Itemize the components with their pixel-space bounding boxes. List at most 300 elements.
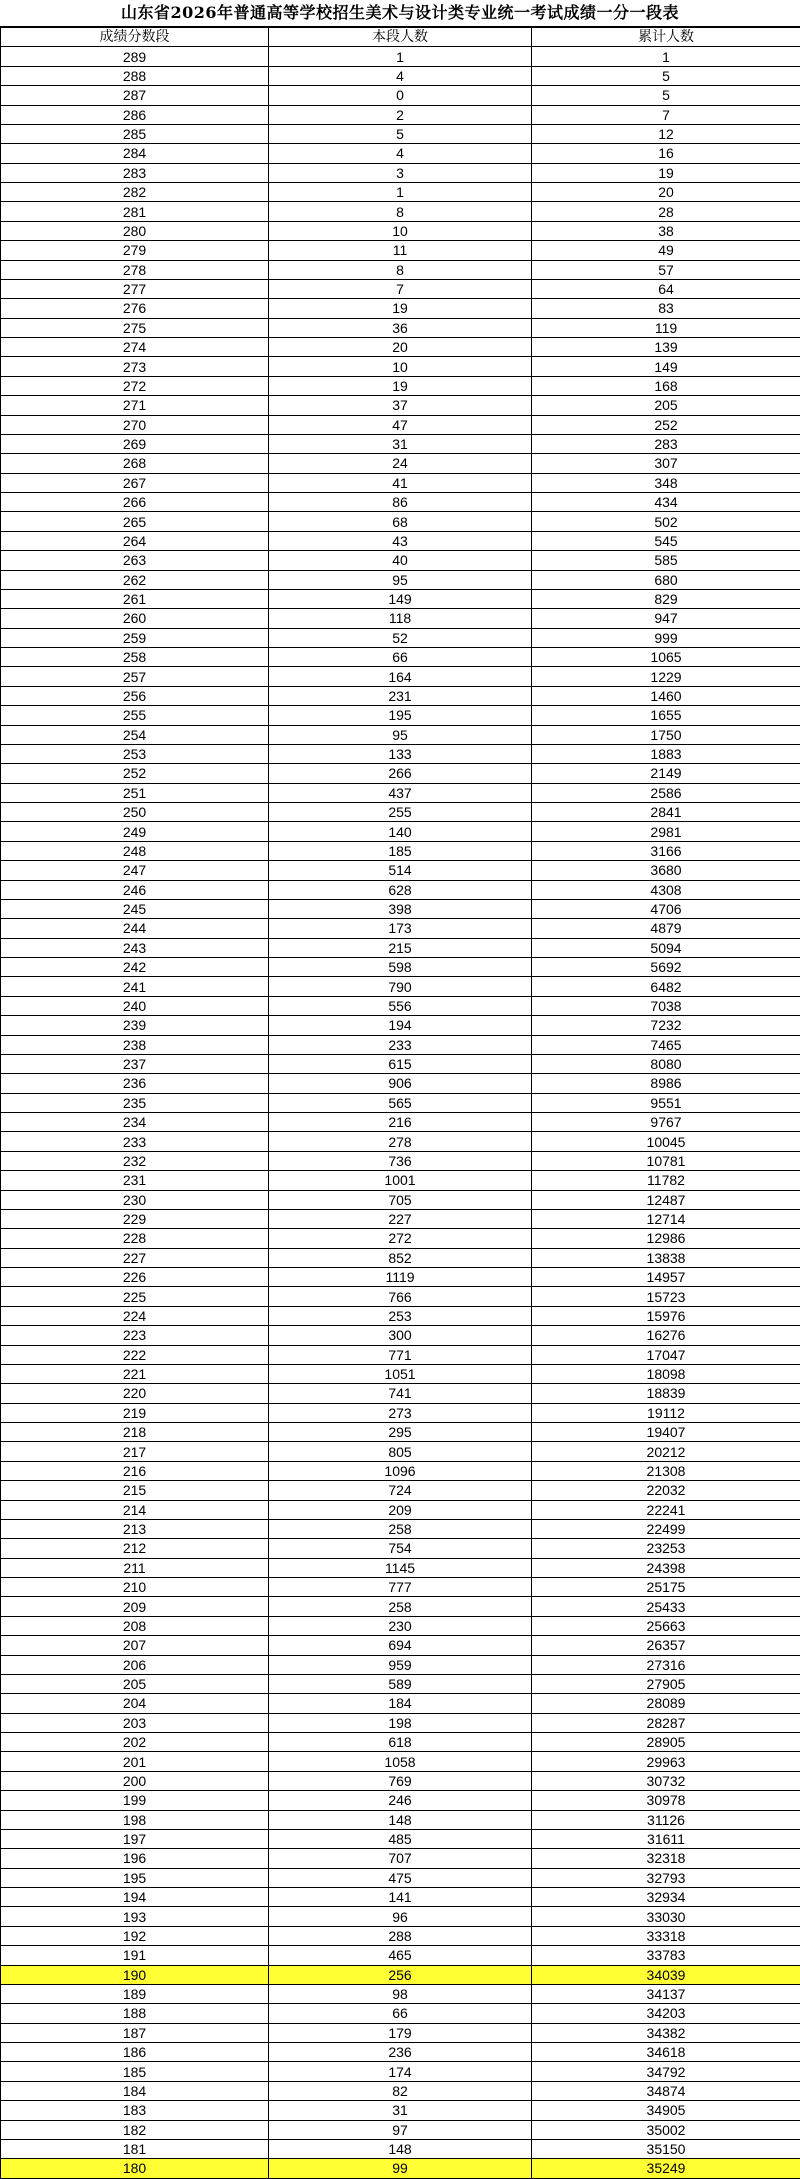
cumulative-count-cell: 149 — [532, 357, 800, 376]
score-cell: 263 — [1, 551, 269, 570]
band-count-cell: 215 — [269, 938, 532, 957]
table-row — [1, 124, 800, 143]
score-cell: 225 — [1, 1287, 269, 1306]
score-cell: 202 — [1, 1733, 269, 1752]
score-cell: 262 — [1, 570, 269, 589]
table-row — [1, 1655, 800, 1674]
band-count-cell: 273 — [269, 1403, 532, 1422]
cumulative-count-cell: 49 — [532, 241, 800, 260]
cumulative-count-cell: 33783 — [532, 1946, 800, 1965]
band-count-cell: 66 — [269, 2004, 532, 2023]
table-row — [1, 919, 800, 938]
cumulative-count-cell: 34618 — [532, 2043, 800, 2062]
band-count-cell: 7 — [269, 279, 532, 298]
band-count-cell: 36 — [269, 318, 532, 337]
cumulative-count-cell: 4308 — [532, 880, 800, 899]
cumulative-count-cell: 4706 — [532, 899, 800, 918]
table-row — [1, 338, 800, 357]
score-cell: 193 — [1, 1907, 269, 1926]
table-row — [1, 1171, 800, 1190]
table-row — [1, 1771, 800, 1790]
table-row — [1, 299, 800, 318]
cumulative-count-cell: 1655 — [532, 706, 800, 725]
cumulative-count-cell: 5692 — [532, 958, 800, 977]
cumulative-count-cell: 21308 — [532, 1461, 800, 1480]
band-count-cell: 179 — [269, 2023, 532, 2042]
table-row — [1, 1733, 800, 1752]
band-count-cell: 198 — [269, 1713, 532, 1732]
cumulative-count-cell: 5 — [532, 66, 800, 85]
table-row — [1, 1481, 800, 1500]
band-count-cell: 266 — [269, 764, 532, 783]
band-count-cell: 437 — [269, 783, 532, 802]
cumulative-count-cell: 30978 — [532, 1791, 800, 1810]
table-row — [1, 1287, 800, 1306]
band-count-cell: 216 — [269, 1113, 532, 1132]
score-cell: 274 — [1, 338, 269, 357]
score-cell: 194 — [1, 1888, 269, 1907]
cumulative-count-cell: 34905 — [532, 2101, 800, 2120]
table-row — [1, 2023, 800, 2042]
table-row — [1, 725, 800, 744]
cumulative-count-cell: 3680 — [532, 861, 800, 880]
cumulative-count-cell: 434 — [532, 493, 800, 512]
cumulative-count-cell: 1229 — [532, 667, 800, 686]
band-count-cell: 485 — [269, 1829, 532, 1848]
table-row — [1, 977, 800, 996]
score-cell: 235 — [1, 1093, 269, 1112]
cumulative-count-cell: 31126 — [532, 1810, 800, 1829]
score-cell: 281 — [1, 202, 269, 221]
score-cell: 196 — [1, 1849, 269, 1868]
score-cell: 234 — [1, 1113, 269, 1132]
score-cell: 232 — [1, 1151, 269, 1170]
score-cell: 287 — [1, 86, 269, 105]
score-cell: 187 — [1, 2023, 269, 2042]
band-count-cell: 24 — [269, 454, 532, 473]
table-row — [1, 1636, 800, 1655]
score-cell: 190 — [1, 1965, 269, 1984]
score-cell: 203 — [1, 1713, 269, 1732]
cumulative-count-cell: 32934 — [532, 1888, 800, 1907]
table-row — [1, 686, 800, 705]
score-cell: 289 — [1, 47, 269, 66]
table-row — [1, 803, 800, 822]
band-count-cell: 272 — [269, 1229, 532, 1248]
table-row — [1, 958, 800, 977]
page-title: 山东省2026年普通高等学校招生美术与设计类专业统一考试成绩一分一段表 — [0, 0, 800, 27]
band-count-cell: 99 — [269, 2159, 532, 2178]
cumulative-count-cell: 20212 — [532, 1442, 800, 1461]
score-cell: 255 — [1, 706, 269, 725]
table-row — [1, 1248, 800, 1267]
cumulative-count-cell: 12986 — [532, 1229, 800, 1248]
score-cell: 252 — [1, 764, 269, 783]
band-count-cell: 256 — [269, 1965, 532, 1984]
table-row — [1, 744, 800, 763]
score-cell: 222 — [1, 1345, 269, 1364]
cumulative-count-cell: 18839 — [532, 1384, 800, 1403]
score-table — [0, 27, 800, 2179]
table-row — [1, 1868, 800, 1887]
score-cell: 248 — [1, 841, 269, 860]
band-count-cell: 95 — [269, 725, 532, 744]
cumulative-count-cell: 168 — [532, 376, 800, 395]
cumulative-count-cell: 22241 — [532, 1500, 800, 1519]
table-row — [1, 1093, 800, 1112]
table-row — [1, 1810, 800, 1829]
cumulative-count-cell: 1750 — [532, 725, 800, 744]
band-count-cell: 805 — [269, 1442, 532, 1461]
cumulative-count-cell: 35150 — [532, 2139, 800, 2158]
band-count-cell: 754 — [269, 1539, 532, 1558]
score-cell: 214 — [1, 1500, 269, 1519]
score-cell: 243 — [1, 938, 269, 957]
band-count-cell: 771 — [269, 1345, 532, 1364]
table-row — [1, 1984, 800, 2003]
score-cell: 271 — [1, 396, 269, 415]
header-cumulative-count: 累计人数 — [532, 28, 800, 47]
table-row — [1, 1016, 800, 1035]
table-row — [1, 183, 800, 202]
score-cell: 265 — [1, 512, 269, 531]
score-cell: 199 — [1, 1791, 269, 1810]
cumulative-count-cell: 14957 — [532, 1268, 800, 1287]
cumulative-count-cell: 33318 — [532, 1926, 800, 1945]
cumulative-count-cell: 119 — [532, 318, 800, 337]
cumulative-count-cell: 13838 — [532, 1248, 800, 1267]
score-cell: 205 — [1, 1674, 269, 1693]
score-cell: 209 — [1, 1597, 269, 1616]
table-row — [1, 1268, 800, 1287]
band-count-cell: 52 — [269, 628, 532, 647]
table-row — [1, 996, 800, 1015]
band-count-cell: 766 — [269, 1287, 532, 1306]
band-count-cell: 3 — [269, 163, 532, 182]
table-row — [1, 473, 800, 492]
cumulative-count-cell: 22499 — [532, 1519, 800, 1538]
table-row — [1, 434, 800, 453]
table-row — [1, 1616, 800, 1635]
table-row — [1, 260, 800, 279]
band-count-cell: 4 — [269, 144, 532, 163]
table-row — [1, 1829, 800, 1848]
score-cell: 257 — [1, 667, 269, 686]
score-cell: 219 — [1, 1403, 269, 1422]
cumulative-count-cell: 16276 — [532, 1326, 800, 1345]
cumulative-count-cell: 34039 — [532, 1965, 800, 1984]
cumulative-count-cell: 25663 — [532, 1616, 800, 1635]
table-row — [1, 1190, 800, 1209]
table-row — [1, 241, 800, 260]
cumulative-count-cell: 32318 — [532, 1849, 800, 1868]
table-row — [1, 202, 800, 221]
table-row — [1, 531, 800, 550]
cumulative-count-cell: 19112 — [532, 1403, 800, 1422]
band-count-cell: 246 — [269, 1791, 532, 1810]
score-cell: 195 — [1, 1868, 269, 1887]
score-cell: 286 — [1, 105, 269, 124]
score-cell: 210 — [1, 1578, 269, 1597]
cumulative-count-cell: 1460 — [532, 686, 800, 705]
cumulative-count-cell: 22032 — [532, 1481, 800, 1500]
band-count-cell: 185 — [269, 841, 532, 860]
score-cell: 264 — [1, 531, 269, 550]
band-count-cell: 959 — [269, 1655, 532, 1674]
cumulative-count-cell: 9767 — [532, 1113, 800, 1132]
table-row — [1, 2120, 800, 2139]
score-cell: 191 — [1, 1946, 269, 1965]
score-cell: 283 — [1, 163, 269, 182]
band-count-cell: 258 — [269, 1597, 532, 1616]
table-row — [1, 512, 800, 531]
cumulative-count-cell: 32793 — [532, 1868, 800, 1887]
table-row — [1, 2062, 800, 2081]
cumulative-count-cell: 2149 — [532, 764, 800, 783]
score-cell: 233 — [1, 1132, 269, 1151]
score-cell: 223 — [1, 1326, 269, 1345]
band-count-cell: 8 — [269, 202, 532, 221]
score-cell: 249 — [1, 822, 269, 841]
band-count-cell: 184 — [269, 1694, 532, 1713]
cumulative-count-cell: 2981 — [532, 822, 800, 841]
score-cell: 256 — [1, 686, 269, 705]
score-cell: 282 — [1, 183, 269, 202]
table-row — [1, 1849, 800, 1868]
score-cell: 226 — [1, 1268, 269, 1287]
score-cell: 204 — [1, 1694, 269, 1713]
table-row — [1, 1345, 800, 1364]
cumulative-count-cell: 10045 — [532, 1132, 800, 1151]
band-count-cell: 724 — [269, 1481, 532, 1500]
table-row — [1, 2043, 800, 2062]
score-cell: 240 — [1, 996, 269, 1015]
cumulative-count-cell: 18098 — [532, 1364, 800, 1383]
band-count-cell: 82 — [269, 2081, 532, 2100]
band-count-cell: 11 — [269, 241, 532, 260]
band-count-cell: 598 — [269, 958, 532, 977]
band-count-cell: 97 — [269, 2120, 532, 2139]
table-row — [1, 221, 800, 240]
band-count-cell: 694 — [269, 1636, 532, 1655]
cumulative-count-cell: 11782 — [532, 1171, 800, 1190]
cumulative-count-cell: 7232 — [532, 1016, 800, 1035]
score-cell: 260 — [1, 609, 269, 628]
score-cell: 198 — [1, 1810, 269, 1829]
score-cell: 206 — [1, 1655, 269, 1674]
score-cell: 217 — [1, 1442, 269, 1461]
cumulative-count-cell: 2841 — [532, 803, 800, 822]
band-count-cell: 174 — [269, 2062, 532, 2081]
table-row — [1, 1926, 800, 1945]
band-count-cell: 140 — [269, 822, 532, 841]
score-cell: 215 — [1, 1481, 269, 1500]
score-cell: 280 — [1, 221, 269, 240]
band-count-cell: 1 — [269, 47, 532, 66]
band-count-cell: 398 — [269, 899, 532, 918]
score-cell: 213 — [1, 1519, 269, 1538]
cumulative-count-cell: 307 — [532, 454, 800, 473]
table-row — [1, 1229, 800, 1248]
band-count-cell: 615 — [269, 1054, 532, 1073]
cumulative-count-cell: 23253 — [532, 1539, 800, 1558]
table-row — [1, 1946, 800, 1965]
band-count-cell: 10 — [269, 357, 532, 376]
table-row — [1, 376, 800, 395]
table-row — [1, 2101, 800, 2120]
score-cell: 267 — [1, 473, 269, 492]
score-cell: 228 — [1, 1229, 269, 1248]
header-band-count: 本段人数 — [269, 28, 532, 47]
table-row — [1, 1713, 800, 1732]
band-count-cell: 194 — [269, 1016, 532, 1035]
score-cell: 180 — [1, 2159, 269, 2178]
table-row — [1, 609, 800, 628]
table-row — [1, 764, 800, 783]
score-cell: 275 — [1, 318, 269, 337]
band-count-cell: 148 — [269, 2139, 532, 2158]
table-row — [1, 1209, 800, 1228]
band-count-cell: 628 — [269, 880, 532, 899]
band-count-cell: 741 — [269, 1384, 532, 1403]
cumulative-count-cell: 25433 — [532, 1597, 800, 1616]
table-row — [1, 396, 800, 415]
header-score-band: 成绩分数段 — [1, 28, 269, 47]
score-cell: 236 — [1, 1074, 269, 1093]
band-count-cell: 230 — [269, 1616, 532, 1635]
score-cell: 285 — [1, 124, 269, 143]
table-row — [1, 86, 800, 105]
table-row — [1, 1888, 800, 1907]
band-count-cell: 19 — [269, 376, 532, 395]
score-cell: 247 — [1, 861, 269, 880]
cumulative-count-cell: 31611 — [532, 1829, 800, 1848]
band-count-cell: 19 — [269, 299, 532, 318]
table-row — [1, 1752, 800, 1771]
cumulative-count-cell: 283 — [532, 434, 800, 453]
table-row — [1, 1791, 800, 1810]
table-row — [1, 1306, 800, 1325]
cumulative-count-cell: 64 — [532, 279, 800, 298]
table-row — [1, 938, 800, 957]
table-row — [1, 1500, 800, 1519]
band-count-cell: 173 — [269, 919, 532, 938]
table-row — [1, 1694, 800, 1713]
band-count-cell: 8 — [269, 260, 532, 279]
cumulative-count-cell: 12714 — [532, 1209, 800, 1228]
cumulative-count-cell: 9551 — [532, 1093, 800, 1112]
band-count-cell: 227 — [269, 1209, 532, 1228]
cumulative-count-cell: 15723 — [532, 1287, 800, 1306]
score-cell: 184 — [1, 2081, 269, 2100]
score-cell: 183 — [1, 2101, 269, 2120]
band-count-cell: 66 — [269, 648, 532, 667]
score-cell: 201 — [1, 1752, 269, 1771]
band-count-cell: 148 — [269, 1810, 532, 1829]
score-cell: 207 — [1, 1636, 269, 1655]
band-count-cell: 556 — [269, 996, 532, 1015]
cumulative-count-cell: 20 — [532, 183, 800, 202]
score-cell: 186 — [1, 2043, 269, 2062]
band-count-cell: 906 — [269, 1074, 532, 1093]
table-row — [1, 1442, 800, 1461]
score-cell: 278 — [1, 260, 269, 279]
score-cell: 268 — [1, 454, 269, 473]
score-cell: 239 — [1, 1016, 269, 1035]
band-count-cell: 769 — [269, 1771, 532, 1790]
score-cell: 277 — [1, 279, 269, 298]
cumulative-count-cell: 502 — [532, 512, 800, 531]
score-cell: 192 — [1, 1926, 269, 1945]
band-count-cell: 255 — [269, 803, 532, 822]
cumulative-count-cell: 28089 — [532, 1694, 800, 1713]
table-row — [1, 493, 800, 512]
band-count-cell: 736 — [269, 1151, 532, 1170]
band-count-cell: 133 — [269, 744, 532, 763]
band-count-cell: 1096 — [269, 1461, 532, 1480]
cumulative-count-cell: 35249 — [532, 2159, 800, 2178]
cumulative-count-cell: 999 — [532, 628, 800, 647]
cumulative-count-cell: 34137 — [532, 1984, 800, 2003]
score-cell: 238 — [1, 1035, 269, 1054]
band-count-cell: 465 — [269, 1946, 532, 1965]
table-row — [1, 163, 800, 182]
cumulative-count-cell: 29963 — [532, 1752, 800, 1771]
table-row — [1, 454, 800, 473]
band-count-cell: 10 — [269, 221, 532, 240]
band-count-cell: 618 — [269, 1733, 532, 1752]
cumulative-count-cell: 252 — [532, 415, 800, 434]
band-count-cell: 258 — [269, 1519, 532, 1538]
table-row — [1, 1519, 800, 1538]
table-row — [1, 2139, 800, 2158]
band-count-cell: 253 — [269, 1306, 532, 1325]
table-row — [1, 1907, 800, 1926]
band-count-cell: 209 — [269, 1500, 532, 1519]
band-count-cell: 777 — [269, 1578, 532, 1597]
band-count-cell: 118 — [269, 609, 532, 628]
cumulative-count-cell: 25175 — [532, 1578, 800, 1597]
cumulative-count-cell: 27316 — [532, 1655, 800, 1674]
table-row — [1, 2081, 800, 2100]
table-row-highlighted — [1, 1965, 800, 1984]
cumulative-count-cell: 829 — [532, 589, 800, 608]
score-cell: 246 — [1, 880, 269, 899]
table-row — [1, 1674, 800, 1693]
score-cell: 244 — [1, 919, 269, 938]
band-count-cell: 1119 — [269, 1268, 532, 1287]
table-row-highlighted — [1, 2159, 800, 2178]
score-cell: 212 — [1, 1539, 269, 1558]
table-row — [1, 1423, 800, 1442]
score-cell: 270 — [1, 415, 269, 434]
band-count-cell: 195 — [269, 706, 532, 725]
table-row — [1, 1558, 800, 1577]
cumulative-count-cell: 6482 — [532, 977, 800, 996]
cumulative-count-cell: 35002 — [532, 2120, 800, 2139]
score-cell: 218 — [1, 1423, 269, 1442]
score-cell: 185 — [1, 2062, 269, 2081]
score-cell: 188 — [1, 2004, 269, 2023]
band-count-cell: 707 — [269, 1849, 532, 1868]
table-row — [1, 66, 800, 85]
band-count-cell: 98 — [269, 1984, 532, 2003]
score-cell: 208 — [1, 1616, 269, 1635]
band-count-cell: 31 — [269, 2101, 532, 2120]
score-cell: 266 — [1, 493, 269, 512]
score-cell: 272 — [1, 376, 269, 395]
band-count-cell: 5 — [269, 124, 532, 143]
